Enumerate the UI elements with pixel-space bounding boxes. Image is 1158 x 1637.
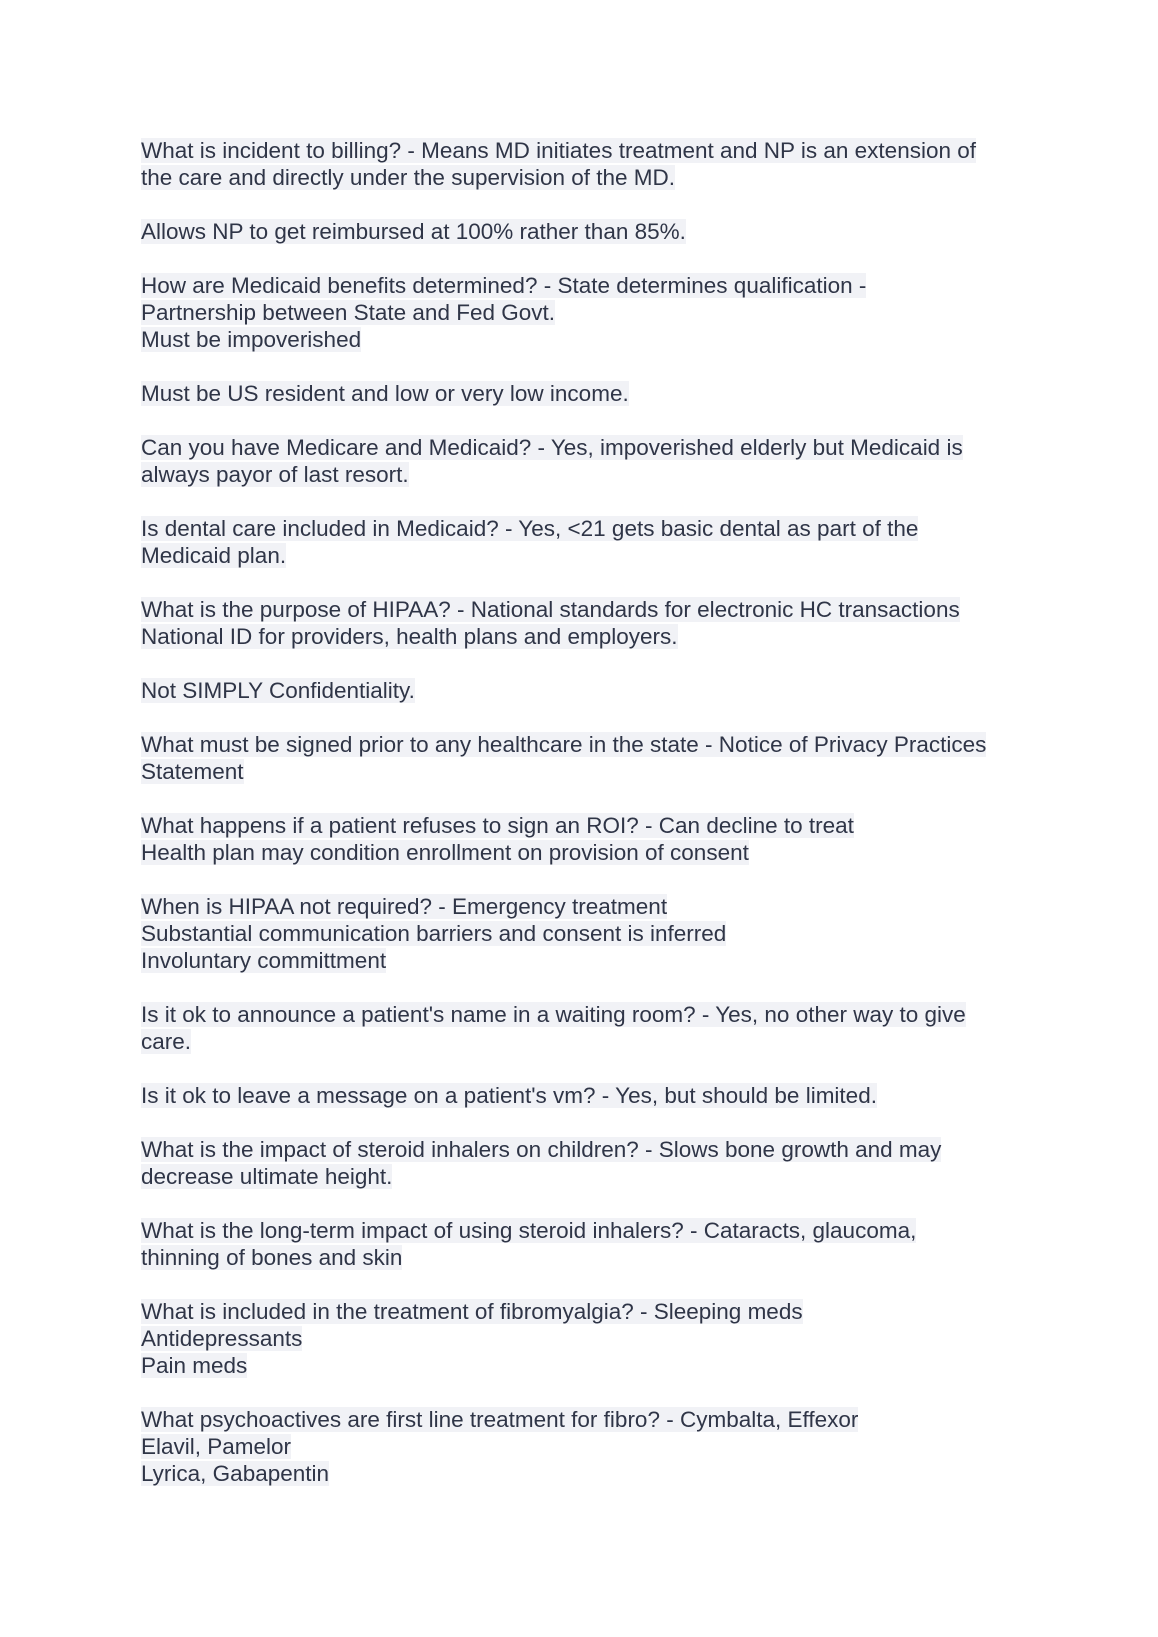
qa-paragraph: [141, 1001, 1041, 1055]
qa-paragraph: [141, 1298, 1041, 1379]
text-line: Partnership between State and Fed Govt.: [141, 300, 555, 325]
text-line: Is it ok to announce a patient's name in a waiting room? - Yes, no other way to give: [141, 1002, 966, 1027]
document-body: [141, 137, 1041, 1514]
qa-paragraph: [141, 596, 1041, 650]
text-line: decrease ultimate height.: [141, 1164, 393, 1189]
text-line: When is HIPAA not required? - Emergency treatment: [141, 894, 668, 919]
text-line: Medicaid plan.: [141, 543, 287, 568]
qa-paragraph: [141, 1217, 1041, 1271]
text-line: What happens if a patient refuses to sign an ROI? - Can decline to treat: [141, 813, 854, 838]
text-line: care.: [141, 1029, 192, 1054]
text-line: What must be signed prior to any healthcare in the state - Notice of Privacy Practices: [141, 732, 987, 757]
text-line: always payor of last resort.: [141, 462, 409, 487]
text-line: What is incident to billing? - Means MD initiates treatment and NP is an extension of: [141, 138, 976, 163]
qa-paragraph: [141, 1082, 1041, 1109]
qa-paragraph: [141, 380, 1041, 407]
text-line: Statement: [141, 759, 244, 784]
text-line: Pain meds: [141, 1353, 248, 1378]
text-line: Not SIMPLY Confidentiality.: [141, 678, 415, 703]
text-line: How are Medicaid benefits determined? - State determines qualification -: [141, 273, 867, 298]
qa-paragraph: [141, 218, 1041, 245]
qa-paragraph: [141, 1406, 1041, 1487]
text-line: Can you have Medicare and Medicaid? - Yes, impoverished elderly but Medicaid is: [141, 435, 963, 460]
text-line: Health plan may condition enrollment on provision of consent: [141, 840, 749, 865]
qa-paragraph: [141, 515, 1041, 569]
text-line: National ID for providers, health plans and employers.: [141, 624, 678, 649]
text-line: Lyrica, Gabapentin: [141, 1461, 330, 1486]
text-line: Is dental care included in Medicaid? - Yes, <21 gets basic dental as part of the: [141, 516, 919, 541]
text-line: What is included in the treatment of fibromyalgia? - Sleeping meds: [141, 1299, 803, 1324]
text-line: What psychoactives are first line treatment for fibro? - Cymbalta, Effexor: [141, 1407, 859, 1432]
qa-paragraph: [141, 812, 1041, 866]
text-line: Antidepressants: [141, 1326, 303, 1351]
qa-paragraph: [141, 677, 1041, 704]
qa-paragraph: [141, 272, 1041, 353]
qa-paragraph: [141, 137, 1041, 191]
text-line: What is the impact of steroid inhalers on children? - Slows bone growth and may: [141, 1137, 942, 1162]
text-line: Must be impoverished: [141, 327, 362, 352]
text-line: What is the long-term impact of using steroid inhalers? - Cataracts, glaucoma,: [141, 1218, 917, 1243]
text-line: Substantial communication barriers and consent is inferred: [141, 921, 727, 946]
text-line: Allows NP to get reimbursed at 100% rather than 85%.: [141, 219, 686, 244]
qa-paragraph: [141, 893, 1041, 974]
text-line: Elavil, Pamelor: [141, 1434, 292, 1459]
qa-paragraph: [141, 434, 1041, 488]
text-line: the care and directly under the supervision of the MD.: [141, 165, 676, 190]
qa-paragraph: [141, 1136, 1041, 1190]
text-line: Is it ok to leave a message on a patient's vm? - Yes, but should be limited.: [141, 1083, 877, 1108]
qa-paragraph: [141, 731, 1041, 785]
text-line: Involuntary committment: [141, 948, 387, 973]
text-line: thinning of bones and skin: [141, 1245, 403, 1270]
text-line: Must be US resident and low or very low income.: [141, 381, 629, 406]
text-line: What is the purpose of HIPAA? - National standards for electronic HC transactions: [141, 597, 960, 622]
